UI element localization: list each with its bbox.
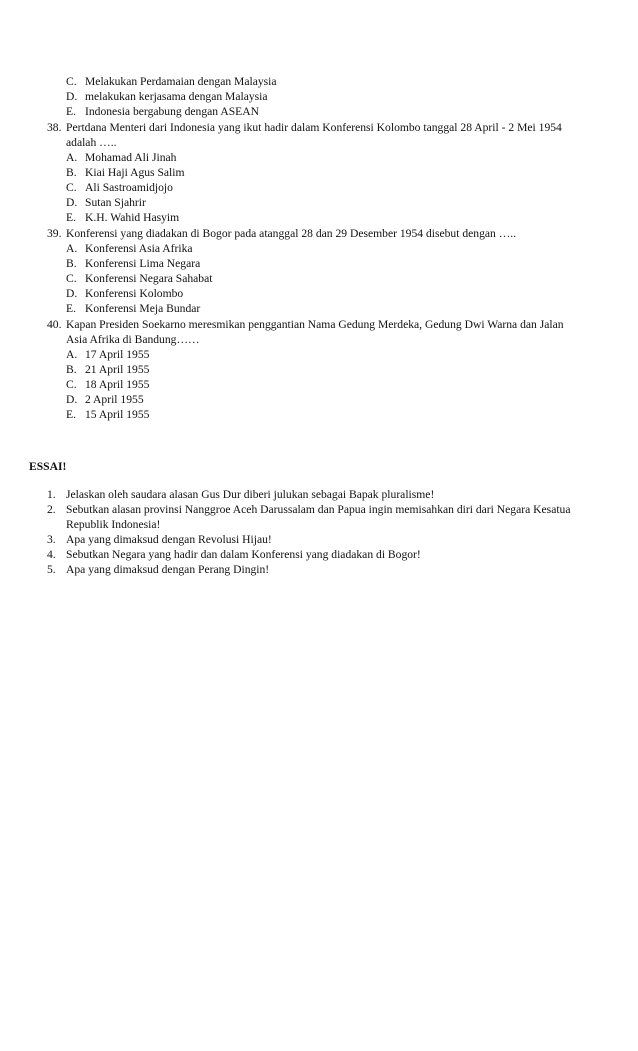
essay-question-4: Sebutkan Negara yang hadir dan dalam Konferensi yang diadakan di Bogor! <box>66 548 421 561</box>
option-prev-c <box>66 74 277 89</box>
option-a <box>66 241 193 256</box>
essay-question-1: Jelaskan oleh saudara alasan Gus Dur diberi julukan sebagai Bapak pluralisme! <box>66 488 435 501</box>
option-letter: D. <box>66 90 78 103</box>
option-letter: B. <box>66 363 77 376</box>
question-number: 38. <box>47 121 62 134</box>
option-prev-e <box>66 104 259 119</box>
option-text: Sutan Sjahrir <box>85 196 146 209</box>
option-b <box>66 362 149 377</box>
essay-question-3: Apa yang dimaksud dengan Revolusi Hijau! <box>66 533 272 546</box>
option-letter: D. <box>66 287 78 300</box>
option-a <box>66 347 149 362</box>
option-e <box>66 210 179 225</box>
option-letter: E. <box>66 408 76 421</box>
option-text: Konferensi Meja Bundar <box>85 302 201 315</box>
option-e <box>66 301 200 316</box>
essay-number: 3. <box>47 533 56 546</box>
option-d <box>66 195 146 210</box>
essay-number: 2. <box>47 503 56 516</box>
option-letter: D. <box>66 393 78 406</box>
option-c <box>66 377 149 392</box>
option-text: Mohamad Ali Jinah <box>85 151 177 164</box>
essay-number: 4. <box>47 548 56 561</box>
option-e <box>66 407 149 422</box>
option-text: Konferensi Kolombo <box>85 287 184 300</box>
essay-number: 1. <box>47 488 56 501</box>
question-number: 40. <box>47 318 62 331</box>
essay-title: ESSAI! <box>29 460 67 473</box>
question-text-line1: Pertdana Menteri dari Indonesia yang ikut hadir dalam Konferensi Kolombo tanggal 28 April - 2 Mei 1954 <box>66 121 562 134</box>
option-a <box>66 150 176 165</box>
option-letter: B. <box>66 166 77 179</box>
option-text: Konferensi Lima Negara <box>85 257 201 270</box>
question-text-line1: Konferensi yang diadakan di Bogor pada atanggal 28 dan 29 Desember 1954 disebut dengan ….. <box>66 227 517 240</box>
option-text: melakukan kerjasama dengan Malaysia <box>85 90 268 103</box>
option-letter: C. <box>66 378 77 391</box>
option-d <box>66 286 183 301</box>
option-d <box>66 392 144 407</box>
option-text: 17 April 1955 <box>85 348 150 361</box>
option-text: Konferensi Negara Sahabat <box>85 272 213 285</box>
essay-question-2-line2: Republik Indonesia! <box>66 518 161 531</box>
option-letter: C. <box>66 181 77 194</box>
option-prev-d <box>66 89 268 104</box>
option-text: 18 April 1955 <box>85 378 150 391</box>
option-letter: A. <box>66 348 78 361</box>
option-b <box>66 256 200 271</box>
question-number: 39. <box>47 227 62 240</box>
option-c <box>66 271 212 286</box>
option-text: Konferensi Asia Afrika <box>85 242 193 255</box>
option-text: Kiai Haji Agus Salim <box>85 166 185 179</box>
essay-question-5: Apa yang dimaksud dengan Perang Dingin! <box>66 563 270 576</box>
question-text-line2: Asia Afrika di Bandung…… <box>66 333 200 346</box>
option-letter: C. <box>66 272 77 285</box>
option-text: Melakukan Perdamaian dengan Malaysia <box>85 75 277 88</box>
question-text-line1: Kapan Presiden Soekarno meresmikan penggantian Nama Gedung Merdeka, Gedung Dwi Warna dan Jalan <box>66 318 564 331</box>
essay-question-2: Sebutkan alasan provinsi Nanggroe Aceh Darussalam dan Papua ingin memisahkan diri dari Negara Kesatua <box>66 503 571 516</box>
option-letter: E. <box>66 105 76 118</box>
option-text: Indonesia bergabung dengan ASEAN <box>85 105 259 118</box>
option-c <box>66 180 173 195</box>
option-letter: D. <box>66 196 78 209</box>
option-letter: A. <box>66 151 78 164</box>
option-letter: B. <box>66 257 77 270</box>
option-letter: C. <box>66 75 77 88</box>
essay-number: 5. <box>47 563 56 576</box>
option-text: Ali Sastroamidjojo <box>85 181 173 194</box>
option-letter: A. <box>66 242 78 255</box>
option-letter: E. <box>66 302 76 315</box>
question-text-line2: adalah ….. <box>66 136 117 149</box>
option-b <box>66 165 185 180</box>
option-text: 15 April 1955 <box>85 408 150 421</box>
option-text: K.H. Wahid Hasyim <box>85 211 180 224</box>
option-text: 2 April 1955 <box>85 393 144 406</box>
option-text: 21 April 1955 <box>85 363 150 376</box>
option-letter: E. <box>66 211 76 224</box>
